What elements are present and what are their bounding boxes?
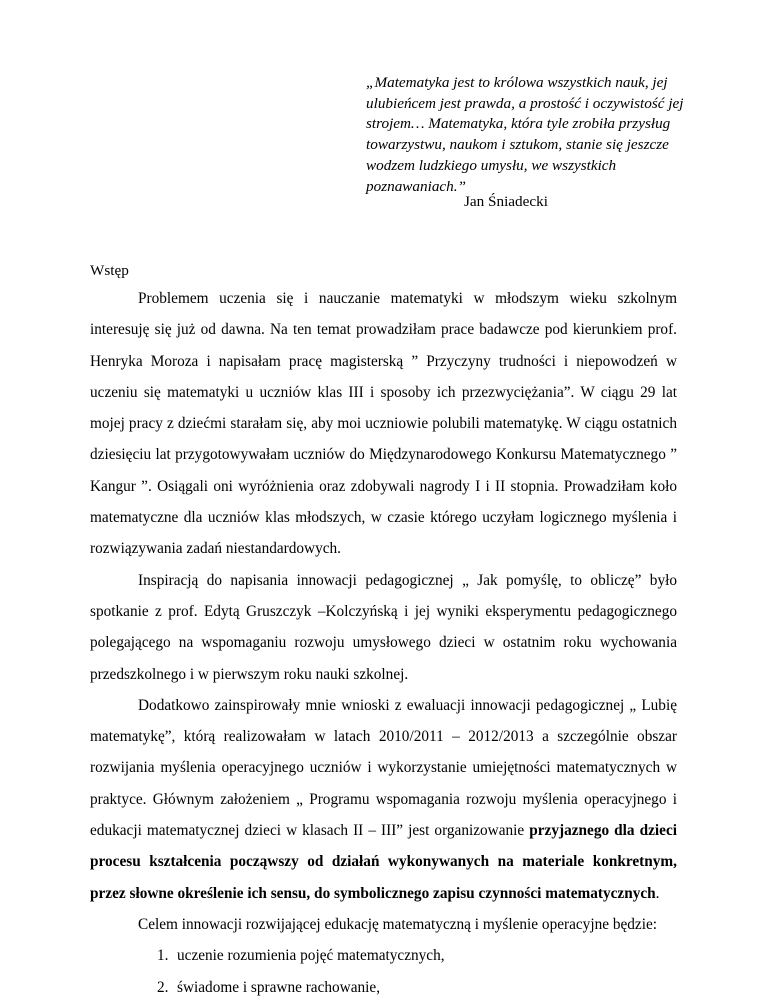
list-item-text: uczenie rozumienia pojęć matematycznych, bbox=[177, 947, 445, 965]
list-item-text: świadome i sprawne rachowanie, bbox=[177, 978, 381, 996]
list-item bbox=[157, 972, 677, 1003]
epigraph-author: Jan Śniadecki bbox=[464, 193, 548, 210]
paragraph-2: Inspiracją do napisania innowacji pedagogicznej „ Jak pomyślę, to obliczę” było spotkanie z prof. Edytą Gruszczyk –Kolczyńską i jej wyniki eksperymentu pedagogicznego polegającego na wspomaganiu rozwoju umysłowego dzieci w ostatnim roku wychowania przedszkolnego i w pierwszym roku nauki szkolnej. bbox=[90, 571, 677, 683]
paragraph-3-end: . bbox=[655, 884, 660, 902]
list-item bbox=[157, 940, 677, 971]
paragraph-3 bbox=[90, 690, 677, 909]
section-heading: Wstęp bbox=[90, 262, 129, 279]
paragraph-4: Celem innowacji rozwijającej edukację matematyczną i myślenie operacyjne będzie: bbox=[138, 915, 658, 933]
paragraph-3-text: Dodatkowo zainspirowały mnie wnioski z ewaluacji innowacji pedagogicznej „ Lubię matematykę”, którą realizowałam w latach 2010/2011 – 2012/2013 a szczególnie obszar rozwijania myślenia operacyjnego uczniów i wykorzystanie umiejętności matematycznych w praktyce. Głównym założeniem „ Programu wspomagania rozwoju myślenia operacyjnego i edukacji matematycznej dzieci w klasach II – III” jest organizowanie bbox=[90, 696, 677, 840]
section-body bbox=[90, 283, 677, 1003]
goals-list bbox=[90, 940, 677, 1003]
epigraph-quote: „Matematyka jest to królowa wszystkich nauk, jej ulubieńcem jest prawda, a prostość i oczywistość jej strojem… Matematyka, która tyle zrobiła przysług towarzystwu, naukom i sztukom, stanie się jeszcze wodzem ludzkiego umysłu, we wszystkich poznawaniach.” bbox=[366, 74, 684, 195]
list-item-number: 2. bbox=[157, 978, 169, 996]
list-item-number: 1. bbox=[157, 947, 169, 965]
paragraph-3-bold-text: przyjaznego dla dzieci procesu kształcenia począwszy od działań wykonywanych na materiale konkretnym, przez słowne określenie ich sensu, do symbolicznego zapisu czynności matematycznych bbox=[90, 822, 677, 902]
paragraph-1: Problemem uczenia się i nauczanie matematyki w młodszym wieku szkolnym interesuję się już od dawna. Na ten temat prowadziłam prace badawcze pod kierunkiem prof. Henryka Moroza i napisałam pracę magisterską ” Przyczyny trudności i niepowodzeń w uczeniu się matematyki u uczniów klas III i sposoby ich przezwyciężania”. W ciągu 29 lat mojej pracy z dziećmi starałam się, aby moi uczniowie polubili matematykę. W ciągu ostatnich dziesięciu lat przygotowywałam uczniów do Międzynarodowego Konkursu Matematycznego ” Kangur ”. Osiągali oni wyróżnienia oraz zdobywali nagrody I i II stopnia. Prowadziłam koło matematyczne dla uczniów klas młodszych, w czasie którego uczyłam logicznego myślenia i rozwiązywania zadań niestandardowych. bbox=[90, 290, 677, 558]
